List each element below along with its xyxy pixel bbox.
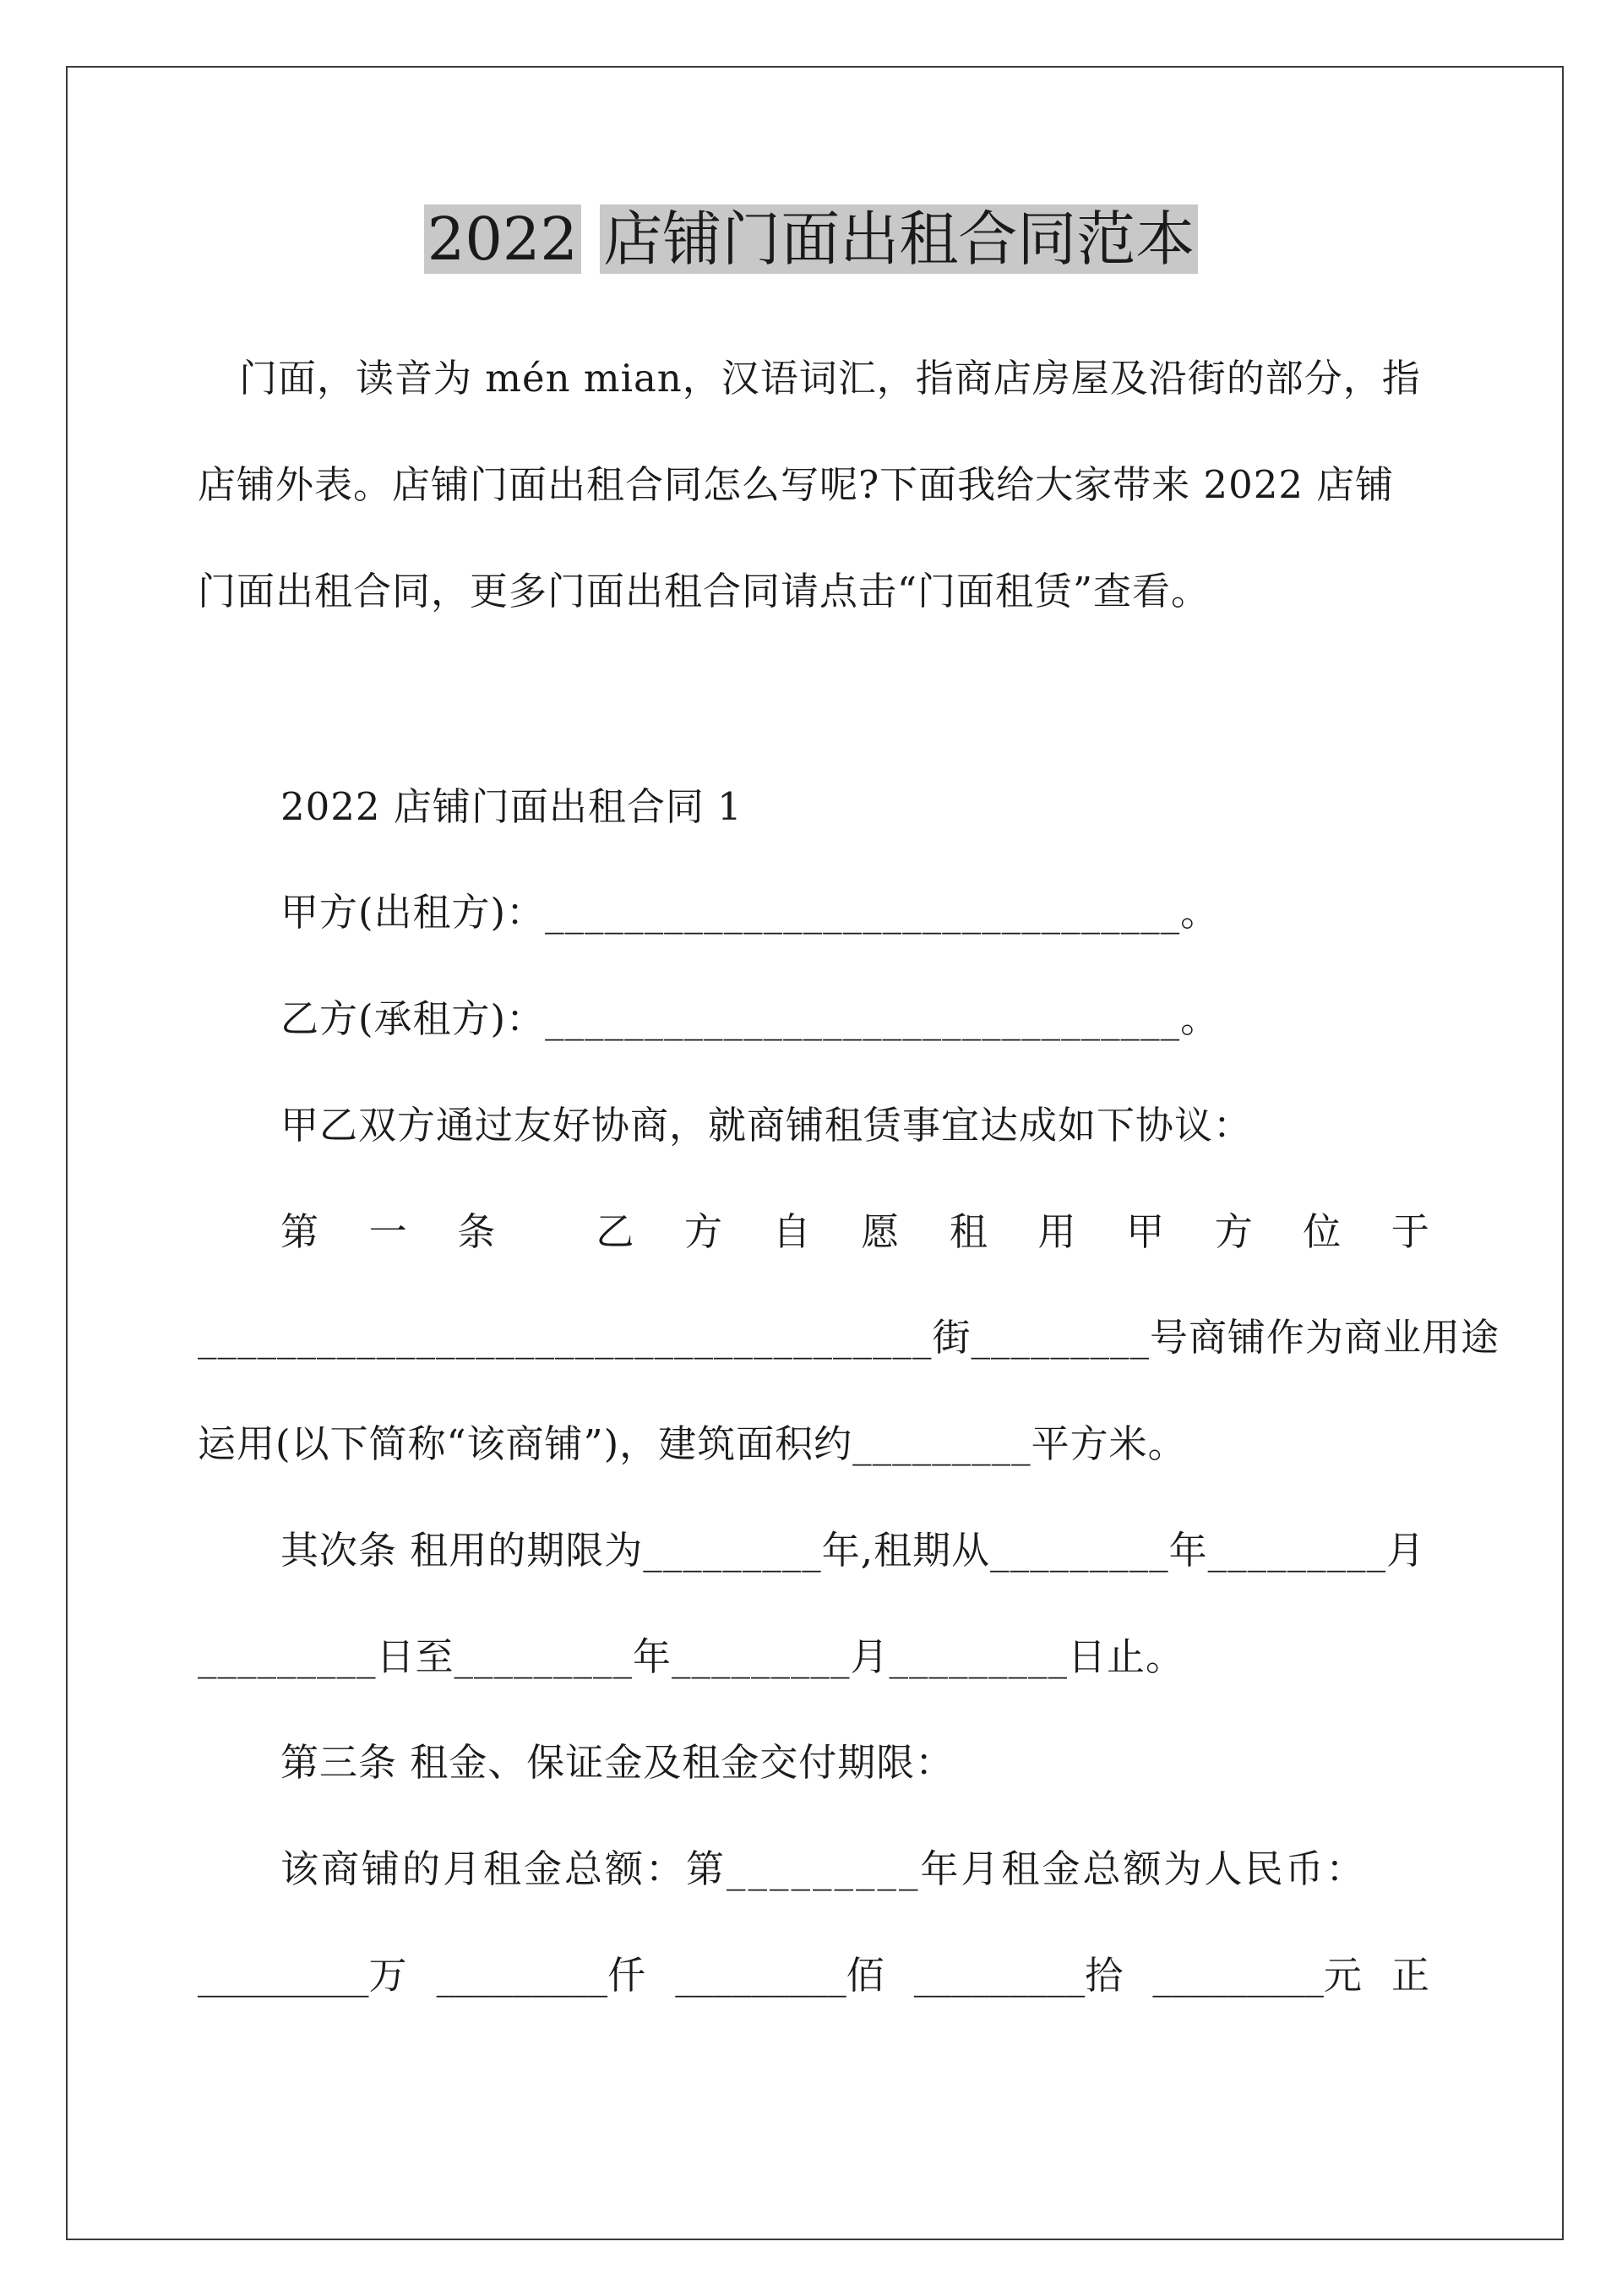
rent-line-2 bbox=[198, 1950, 1429, 2001]
rent-zheng: 正 bbox=[1391, 1953, 1429, 1998]
article-1-char: 用 bbox=[1037, 1209, 1076, 1254]
article-3-heading: 第三条 租金、保证金及租金交付期限： bbox=[280, 1740, 955, 1785]
document-title bbox=[0, 201, 1622, 277]
article-1-char: 甲 bbox=[1126, 1209, 1165, 1254]
title-year: 2022 bbox=[424, 205, 581, 274]
agreement-line: 甲乙双方通过友好协商，就商铺租赁事宜达成如下协议： bbox=[280, 1103, 1253, 1148]
article-1-char: 一 bbox=[368, 1209, 407, 1254]
rent-yuan: _________元 bbox=[1152, 1953, 1362, 1998]
article-1-char: 条 bbox=[457, 1209, 496, 1254]
intro-line-2: 店铺外表。店铺门面出租合同怎么写呢?下面我给大家带来 2022 店铺 bbox=[198, 462, 1395, 507]
article-1-char: 方 bbox=[684, 1209, 723, 1254]
party-b-line: 乙方(承租方)：________________________________。 bbox=[280, 996, 1220, 1041]
contract-heading: 2022 店铺门面出租合同 1 bbox=[280, 784, 743, 829]
article-2-line-1: 其次条 租用的期限为_________年,租期从_________年_________月 bbox=[280, 1528, 1426, 1573]
article-1-char: 愿 bbox=[861, 1209, 900, 1254]
title-text: 店铺门面出租合同范本 bbox=[600, 205, 1198, 274]
rent-wan: _________万 bbox=[198, 1953, 407, 1998]
rent-line-1: 该商铺的月租金总额：第_________年月租金总额为人民币： bbox=[280, 1846, 1367, 1891]
article-1-line-3: 运用(以下简称“该商铺”)，建筑面积约_________平方米。 bbox=[198, 1421, 1187, 1466]
title-gap bbox=[581, 205, 600, 274]
intro-line-1: 门面，读音为 mén mian，汉语词汇，指商店房屋及沿街的部分，指 bbox=[239, 356, 1421, 401]
article-1-line-2: _____________________________________街_________号商铺作为商业用途 bbox=[198, 1315, 1500, 1360]
article-1-char: 第 bbox=[280, 1209, 319, 1254]
article-1-char: 方 bbox=[1214, 1209, 1253, 1254]
rent-shi: _________拾 bbox=[913, 1953, 1124, 1998]
article-1-char: 位 bbox=[1303, 1209, 1342, 1254]
article-1-char: 自 bbox=[772, 1209, 811, 1254]
rent-bai: _________佰 bbox=[675, 1953, 884, 1998]
rent-qian: _________仟 bbox=[436, 1953, 646, 1998]
article-1-line-1 bbox=[280, 1207, 1429, 1257]
party-a-line: 甲方(出租方)：________________________________。 bbox=[280, 890, 1220, 935]
article-1-char: 乙 bbox=[596, 1209, 634, 1254]
article-1-char: 租 bbox=[949, 1209, 988, 1254]
article-2-line-2: _________日至_________年_________月_________日止。 bbox=[198, 1634, 1185, 1679]
intro-line-3: 门面出租合同，更多门面出租合同请点击“门面租赁”查看。 bbox=[198, 569, 1211, 614]
article-1-char: 于 bbox=[1391, 1209, 1429, 1254]
